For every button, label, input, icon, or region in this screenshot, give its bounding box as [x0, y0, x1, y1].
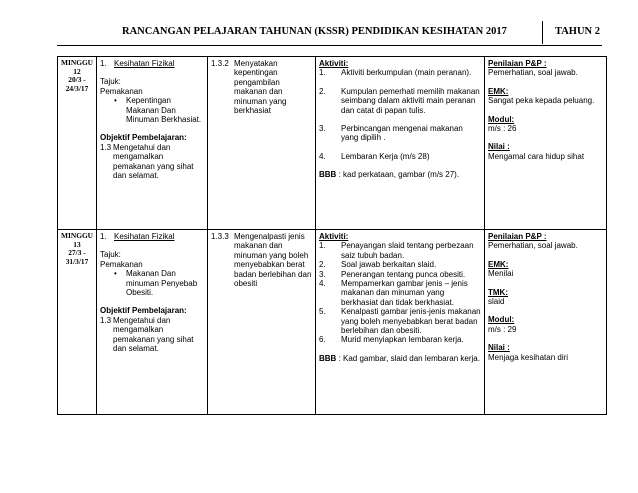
activity-number: 1.: [319, 68, 326, 78]
standard-cell: [208, 230, 316, 415]
tajuk-item: Makanan Dan minuman Penyebab Obesiti.: [126, 269, 198, 298]
bbb-text: : Kad gambar, slaid dan lembaran kerja.: [336, 353, 480, 363]
modul-value: m/s : 29: [488, 324, 517, 334]
objective-label: Objektif Pembelajaran:: [100, 133, 187, 143]
bbb-label: BBB: [319, 170, 337, 180]
assessment-cell: [485, 230, 607, 415]
bbb-text: : kad perkataan, gambar (m/s 27).: [336, 170, 460, 180]
objective-item: [100, 143, 204, 181]
activity-text: Mempamerkan gambar jenis – jenis makanan dan minuman yang berkhasiat dan tidak berkhasiat.: [341, 279, 468, 307]
activity-label: Aktiviti:: [319, 59, 349, 68]
emk-label: EMK:: [488, 86, 509, 96]
week-cell: [58, 57, 97, 230]
emk-label: EMK:: [488, 259, 509, 269]
activity-label: Aktiviti:: [319, 232, 349, 241]
activity-number: 1.: [319, 241, 326, 251]
assessment-value: Pemerhatian, soal jawab.: [488, 241, 578, 251]
bbb-line: [319, 170, 481, 179]
week-label: MINGGU: [61, 58, 94, 67]
assessment-label: Penilaian P&P :: [488, 232, 547, 241]
objective-number: 1.3: [100, 315, 112, 325]
activity-text: Kumpulan pemerhati memilih makanan seimbang dalam aktiviti main peranan dan catat di papan tulis.: [341, 86, 480, 115]
emk-value: Menilai: [488, 269, 514, 279]
activity-item: [319, 87, 481, 115]
standard-code: 1.3.3: [211, 232, 229, 241]
tajuk-item: Kepentingan Makanan Dan Minuman Berkhasiat.: [126, 96, 202, 125]
standard-cell: [208, 57, 316, 230]
activity-item: [319, 307, 481, 335]
emk-value: Sangat peka kepada peluang.: [488, 96, 595, 106]
activity-number: 3.: [319, 124, 326, 134]
assessment-label: Penilaian P&P :: [488, 59, 547, 68]
bbb-line: [319, 354, 481, 363]
header-divider: [542, 21, 543, 44]
lesson-plan-table: [57, 56, 607, 415]
tmk-value: slaid: [488, 297, 505, 307]
strand-number: 1.: [100, 59, 107, 68]
activity-item: [319, 241, 481, 260]
page-header: [57, 21, 602, 46]
topic-cell: [97, 57, 208, 230]
tajuk-label: Tajuk:: [100, 77, 121, 87]
activity-text: Aktiviti berkumpulan (main peranan).: [341, 68, 472, 78]
nilai-label: Nilai :: [488, 142, 510, 152]
week-date-start: 27/3 -: [68, 248, 86, 258]
week-number: 12: [73, 66, 81, 76]
nilai-value: Menjaga kesihatan diri: [488, 352, 569, 362]
activity-item: [319, 270, 481, 279]
activity-number: 3.: [319, 269, 326, 279]
week-label: MINGGU: [61, 231, 94, 240]
activity-text: Soal jawab berkaitan slaid.: [341, 260, 437, 270]
objective-text: Mengetahui dan mengamalkan pemakanan yang sihat dan selamat.: [113, 315, 194, 354]
activity-item: [319, 68, 481, 77]
tajuk-bullet: • Makanan Dan minuman Penyebab Obesiti.: [100, 269, 204, 297]
tajuk-value: Pemakanan: [100, 86, 143, 96]
activity-number: 5.: [319, 307, 326, 317]
standard-text: Menyatakan kepentingan pengambilan makanan dan minuman yang berkhasiat: [234, 59, 287, 116]
activity-text: Kenalpasti gambar jenis-jenis makanan yang boleh menyebabkan berat badan berlebihan dan obesiti.: [341, 307, 481, 336]
modul-label: Modul:: [488, 114, 515, 124]
nilai-value: Mengamal cara hidup sihat: [488, 151, 585, 161]
week-date-start: 20/3 -: [68, 75, 86, 85]
activity-text: Lembaran Kerja (m/s 28): [341, 151, 430, 161]
standard-code: 1.3.2: [211, 59, 229, 68]
tmk-label: TMK:: [488, 287, 508, 297]
activity-cell: [316, 230, 485, 415]
activity-number: 4.: [319, 279, 326, 289]
standard-text: Mengenalpasti jenis makanan dan minuman yang boleh menyebabkan berat badan berlebihan dan obesiti: [234, 232, 312, 289]
activity-item: [319, 279, 481, 307]
activity-item: [319, 124, 481, 143]
bbb-label: BBB: [319, 353, 337, 363]
activity-item: [319, 335, 481, 344]
activity-cell: [316, 57, 485, 230]
modul-value: m/s : 26: [488, 124, 517, 134]
activity-item: [319, 152, 481, 161]
objective-label: Objektif Pembelajaran:: [100, 306, 187, 316]
tajuk-value: Pemakanan: [100, 259, 143, 269]
activity-number: 4.: [319, 151, 326, 161]
assessment-cell: [485, 57, 607, 230]
objective-text: Mengetahui dan mengamalkan pemakanan yang sihat dan selamat.: [113, 142, 194, 181]
strand-heading: [100, 59, 204, 68]
activity-text: Penayangan slaid tentang perbezaan saiz tubuh badan.: [341, 241, 474, 260]
nilai-label: Nilai :: [488, 343, 510, 353]
strand-title: Kesihatan Fizikal: [114, 232, 175, 241]
activity-number: 2.: [319, 260, 326, 270]
document-title: RANCANGAN PELAJARAN TAHUNAN (KSSR) PENDIDIKAN KESIHATAN 2017: [122, 26, 507, 37]
activity-item: [319, 260, 481, 269]
tajuk-bullet: • Kepentingan Makanan Dan Minuman Berkhasiat.: [100, 96, 204, 124]
week-cell: [58, 230, 97, 415]
activity-text: Murid menyiapkan lembaran kerja.: [341, 335, 464, 345]
topic-cell: [97, 230, 208, 415]
table-row: [58, 57, 607, 230]
assessment-value: Pemerhatian, soal jawab.: [488, 68, 578, 78]
year-label: TAHUN 2: [555, 26, 601, 37]
objective-item: [100, 316, 204, 354]
activity-text: Penerangan tentang punca obesiti.: [341, 269, 466, 279]
modul-label: Modul:: [488, 315, 515, 325]
week-number: 13: [73, 239, 81, 249]
activity-number: 2.: [319, 86, 326, 96]
activity-number: 6.: [319, 335, 326, 345]
week-date-end: 24/3/17: [65, 83, 89, 93]
tajuk-label: Tajuk:: [100, 250, 121, 260]
week-date-end: 31/3/17: [65, 256, 89, 266]
objective-number: 1.3: [100, 142, 112, 152]
strand-title: Kesihatan Fizikal: [114, 59, 175, 68]
activity-text: Perbincangan mengenai makanan yang dipilih .: [341, 124, 463, 143]
strand-heading: [100, 232, 204, 241]
strand-number: 1.: [100, 232, 107, 241]
table-row: [58, 230, 607, 415]
